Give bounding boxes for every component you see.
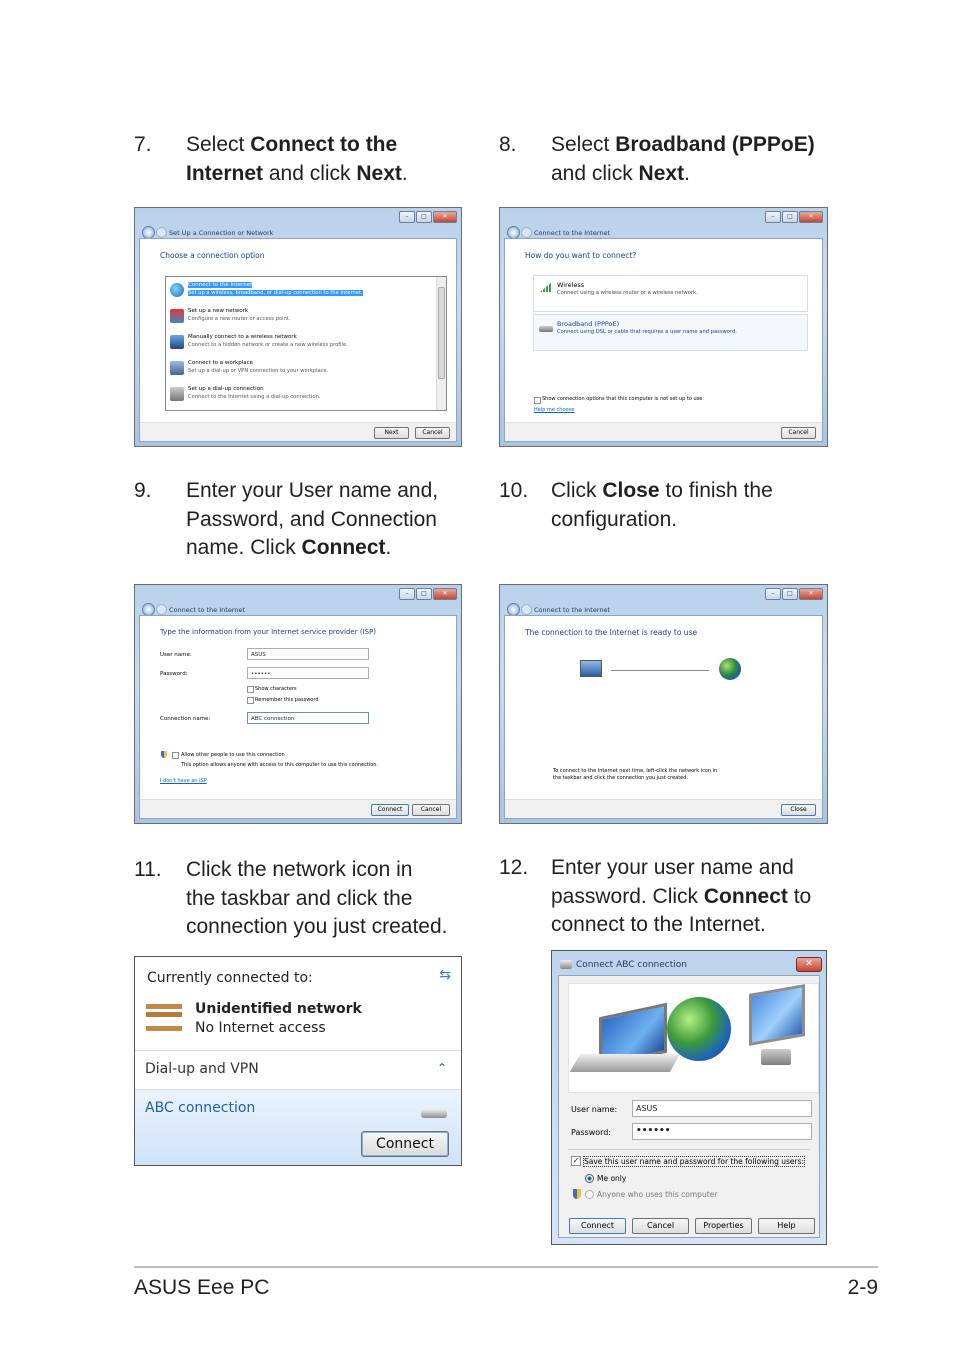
- screenshot-connection-options: [134, 207, 462, 447]
- no-isp-link[interactable]: I don't have an ISP: [160, 778, 207, 784]
- button-bar: [505, 799, 822, 818]
- me-only-radio[interactable]: [585, 1174, 594, 1183]
- step-number: 7.: [134, 133, 152, 156]
- window-frame: [135, 585, 461, 823]
- wireless-monitor-icon: [170, 335, 184, 349]
- minimize-icon[interactable]: –: [765, 211, 781, 223]
- window-client: [504, 238, 823, 442]
- save-credentials-checkbox[interactable]: ✓: [572, 1156, 580, 1165]
- window-title: Connect to the Internet: [169, 606, 246, 614]
- save-credentials-label: Save this user name and password for the following users:: [584, 1157, 805, 1166]
- dialog-heading: The connection to the Internet is ready to use: [525, 628, 698, 637]
- footer-rule: [134, 1266, 878, 1268]
- screenshot-ready: [499, 584, 828, 824]
- screenshot-network-flyout: [134, 956, 462, 1166]
- connection-line: [611, 670, 709, 671]
- cancel-button[interactable]: Cancel: [412, 804, 450, 816]
- network-icon: [156, 227, 167, 238]
- dialog-heading: Type the information from your Internet service provider (ISP): [160, 628, 377, 636]
- dialup-vpn-section[interactable]: [135, 1051, 461, 1090]
- connect-button[interactable]: Connect: [361, 1131, 449, 1157]
- titlebar: [504, 211, 823, 239]
- computer-icon: [580, 660, 602, 677]
- window-frame: [552, 951, 826, 1244]
- window-client: [139, 615, 457, 819]
- window-controls: [398, 588, 457, 600]
- router-icon: [170, 309, 184, 323]
- user-name-field[interactable]: ASUS: [632, 1100, 812, 1117]
- screenshot-connect-abc: [551, 950, 827, 1245]
- remember-password-label: Remember this password: [255, 697, 319, 703]
- connection-name-label: Connection name:: [160, 716, 211, 722]
- window-client: [558, 975, 820, 1238]
- connected-to-label: Currently connected to:: [147, 970, 313, 986]
- close-icon[interactable]: ✕: [433, 588, 457, 600]
- option-connect-internet[interactable]: Connect to the Internet Set up a wireless, broadband, or dial-up connection to the Internet.: [168, 280, 430, 302]
- workplace-icon: [170, 361, 184, 375]
- user-name-field[interactable]: ASUS: [247, 648, 369, 660]
- next-button[interactable]: Next: [374, 427, 409, 439]
- phone-icon: [170, 387, 184, 401]
- user-name-label: User name:: [571, 1105, 618, 1114]
- monitor-stand-icon: [761, 1049, 791, 1065]
- maximize-icon[interactable]: □: [416, 588, 432, 600]
- titlebar: [504, 588, 823, 616]
- step-text: Enter your user name and password. Click Connect to connect to the Internet.: [551, 856, 812, 936]
- show-options-label: Show connection options that this computer is not set up to use: [542, 396, 703, 402]
- list-scrollbar[interactable]: [436, 277, 446, 410]
- show-characters-label: Show characters: [255, 686, 297, 692]
- help-button[interactable]: Help: [758, 1218, 815, 1234]
- network-icon: [521, 227, 532, 238]
- laptop-keyboard-icon: [570, 1054, 680, 1072]
- show-options-checkbox[interactable]: [534, 397, 541, 404]
- flyout-header: [135, 957, 461, 1051]
- connect-next-time-note-2: the taskbar and click the connection you just created.: [553, 775, 689, 781]
- step-number: 8.: [499, 133, 517, 156]
- screenshot-connect-method: [499, 207, 828, 447]
- step-number: 12.: [499, 856, 529, 879]
- password-label: Password:: [571, 1128, 612, 1137]
- help-me-choose-link[interactable]: Help me choose: [534, 407, 575, 413]
- window-title: Connect ABC connection: [576, 960, 687, 970]
- properties-button[interactable]: Properties: [695, 1218, 752, 1234]
- password-label: Password:: [160, 671, 188, 677]
- chevron-up-icon[interactable]: ⌃: [436, 1061, 447, 1075]
- window-frame: [500, 585, 827, 823]
- dialog-heading: Choose a connection option: [160, 251, 265, 260]
- show-characters-checkbox[interactable]: [247, 686, 254, 693]
- network-icon: [521, 604, 532, 615]
- modem-icon: [421, 1109, 447, 1118]
- window-client: [504, 615, 823, 819]
- window-title: Set Up a Connection or Network: [169, 229, 274, 237]
- scroll-thumb[interactable]: [438, 287, 445, 379]
- footer-product: ASUS Eee PC: [134, 1276, 270, 1299]
- option-dialup[interactable]: Set up a dial-up connection Connect to the Internet using a dial-up connection.: [168, 384, 430, 406]
- maximize-icon[interactable]: □: [782, 211, 798, 223]
- connect-button[interactable]: Connect: [569, 1218, 626, 1234]
- modem-icon: [539, 326, 553, 332]
- anyone-radio[interactable]: [585, 1190, 594, 1199]
- network-name: Unidentified network: [195, 1001, 362, 1017]
- me-only-label: Me only: [597, 1174, 627, 1183]
- window-frame: [500, 208, 827, 446]
- allow-others-label: Allow other people to use this connection: [181, 752, 285, 758]
- shield-icon: [161, 751, 167, 758]
- button-bar: [140, 422, 456, 441]
- minimize-icon[interactable]: –: [765, 588, 781, 600]
- close-icon[interactable]: ✕: [799, 588, 823, 600]
- step-text: Select Broadband (PPPoE) and click Next.: [551, 133, 815, 185]
- step-text: Select Connect to the Internet and click Next.: [186, 133, 408, 185]
- shield-icon: [573, 1189, 581, 1199]
- window-title: Connect to the Internet: [534, 229, 611, 237]
- window-frame: [135, 208, 461, 446]
- connection-option-list: [165, 276, 447, 411]
- allow-others-checkbox[interactable]: [172, 752, 179, 759]
- close-icon[interactable]: ✕: [799, 211, 823, 223]
- option-manual-wireless[interactable]: Manually connect to a wireless network Connect to a hidden network or create a new wireless profile.: [168, 332, 430, 354]
- titlebar: [139, 588, 457, 616]
- cancel-button[interactable]: Cancel: [632, 1218, 689, 1234]
- option-new-network[interactable]: Set up a new network Configure a new router or access point.: [168, 306, 430, 328]
- maximize-icon[interactable]: □: [416, 211, 432, 223]
- remember-password-checkbox[interactable]: [247, 697, 254, 704]
- titlebar: [139, 211, 457, 239]
- option-workplace[interactable]: Connect to a workplace Set up a dial-up or VPN connection to your workplace.: [168, 358, 430, 380]
- footer-page-number: 2-9: [847, 1276, 878, 1299]
- button-bar: [140, 799, 456, 818]
- step-text: Enter your User name and, Password, and Connection name. Click Connect.: [186, 479, 439, 559]
- access-status: No Internet access: [195, 1020, 326, 1036]
- window-client: [139, 238, 457, 442]
- window-controls: [764, 588, 823, 600]
- dialog-heading: How do you want to connect?: [525, 251, 637, 260]
- refresh-icon[interactable]: ⇆: [439, 967, 451, 983]
- cancel-button[interactable]: Cancel: [781, 427, 816, 439]
- password-field[interactable]: ••••••: [632, 1123, 812, 1140]
- anyone-label: Anyone who uses this computer: [597, 1190, 718, 1199]
- allow-others-note: This option allows anyone with access to this computer to use this connection.: [181, 762, 379, 768]
- globe-icon: [667, 997, 731, 1061]
- close-icon[interactable]: ✕: [433, 211, 457, 223]
- option-broadband[interactable]: Broadband (PPPoE) Connect using DSL or cable that requires a user name and password.: [533, 314, 808, 351]
- step-number: 9.: [134, 479, 152, 502]
- step-number: 10.: [499, 479, 529, 502]
- close-icon[interactable]: ✕: [796, 957, 822, 972]
- network-icon: [156, 604, 167, 615]
- screenshot-isp-info: [134, 584, 462, 824]
- minimize-icon[interactable]: –: [399, 588, 415, 600]
- globe-icon: [170, 283, 184, 297]
- window-controls: [398, 211, 457, 223]
- signal-bars-icon: [540, 282, 552, 292]
- globe-icon: [719, 658, 741, 680]
- step-text: Click Close to finish the configuration.: [551, 479, 773, 531]
- button-bar: [505, 422, 822, 441]
- bench-icon: [146, 1004, 182, 1032]
- connect-next-time-note: To connect to the Internet next time, left-click the network icon in: [553, 768, 718, 774]
- banner-image: [568, 983, 819, 1093]
- abc-connection-item[interactable]: [135, 1090, 461, 1165]
- cancel-button[interactable]: Cancel: [415, 427, 450, 439]
- connection-icon: [560, 960, 572, 969]
- maximize-icon[interactable]: □: [782, 588, 798, 600]
- connection-name: ABC connection: [145, 1100, 256, 1116]
- minimize-icon[interactable]: –: [399, 211, 415, 223]
- step-text: Click the network icon in the taskbar and click the connection you just created.: [186, 858, 448, 938]
- window-title: Connect to the Internet: [534, 606, 611, 614]
- window-controls: [764, 211, 823, 223]
- close-button[interactable]: Close: [781, 804, 816, 816]
- password-field[interactable]: ••••••: [247, 667, 369, 679]
- divider: [568, 1149, 810, 1150]
- section-title: Dial-up and VPN: [145, 1061, 259, 1077]
- step-number: 11.: [134, 858, 162, 881]
- connect-button[interactable]: Connect: [371, 804, 409, 816]
- user-name-label: User name:: [160, 652, 192, 658]
- monitor-icon: [749, 984, 805, 1046]
- option-wireless[interactable]: Wireless Connect using a wireless router or a wireless network.: [533, 275, 808, 312]
- connection-name-field[interactable]: ABC connection: [247, 712, 369, 724]
